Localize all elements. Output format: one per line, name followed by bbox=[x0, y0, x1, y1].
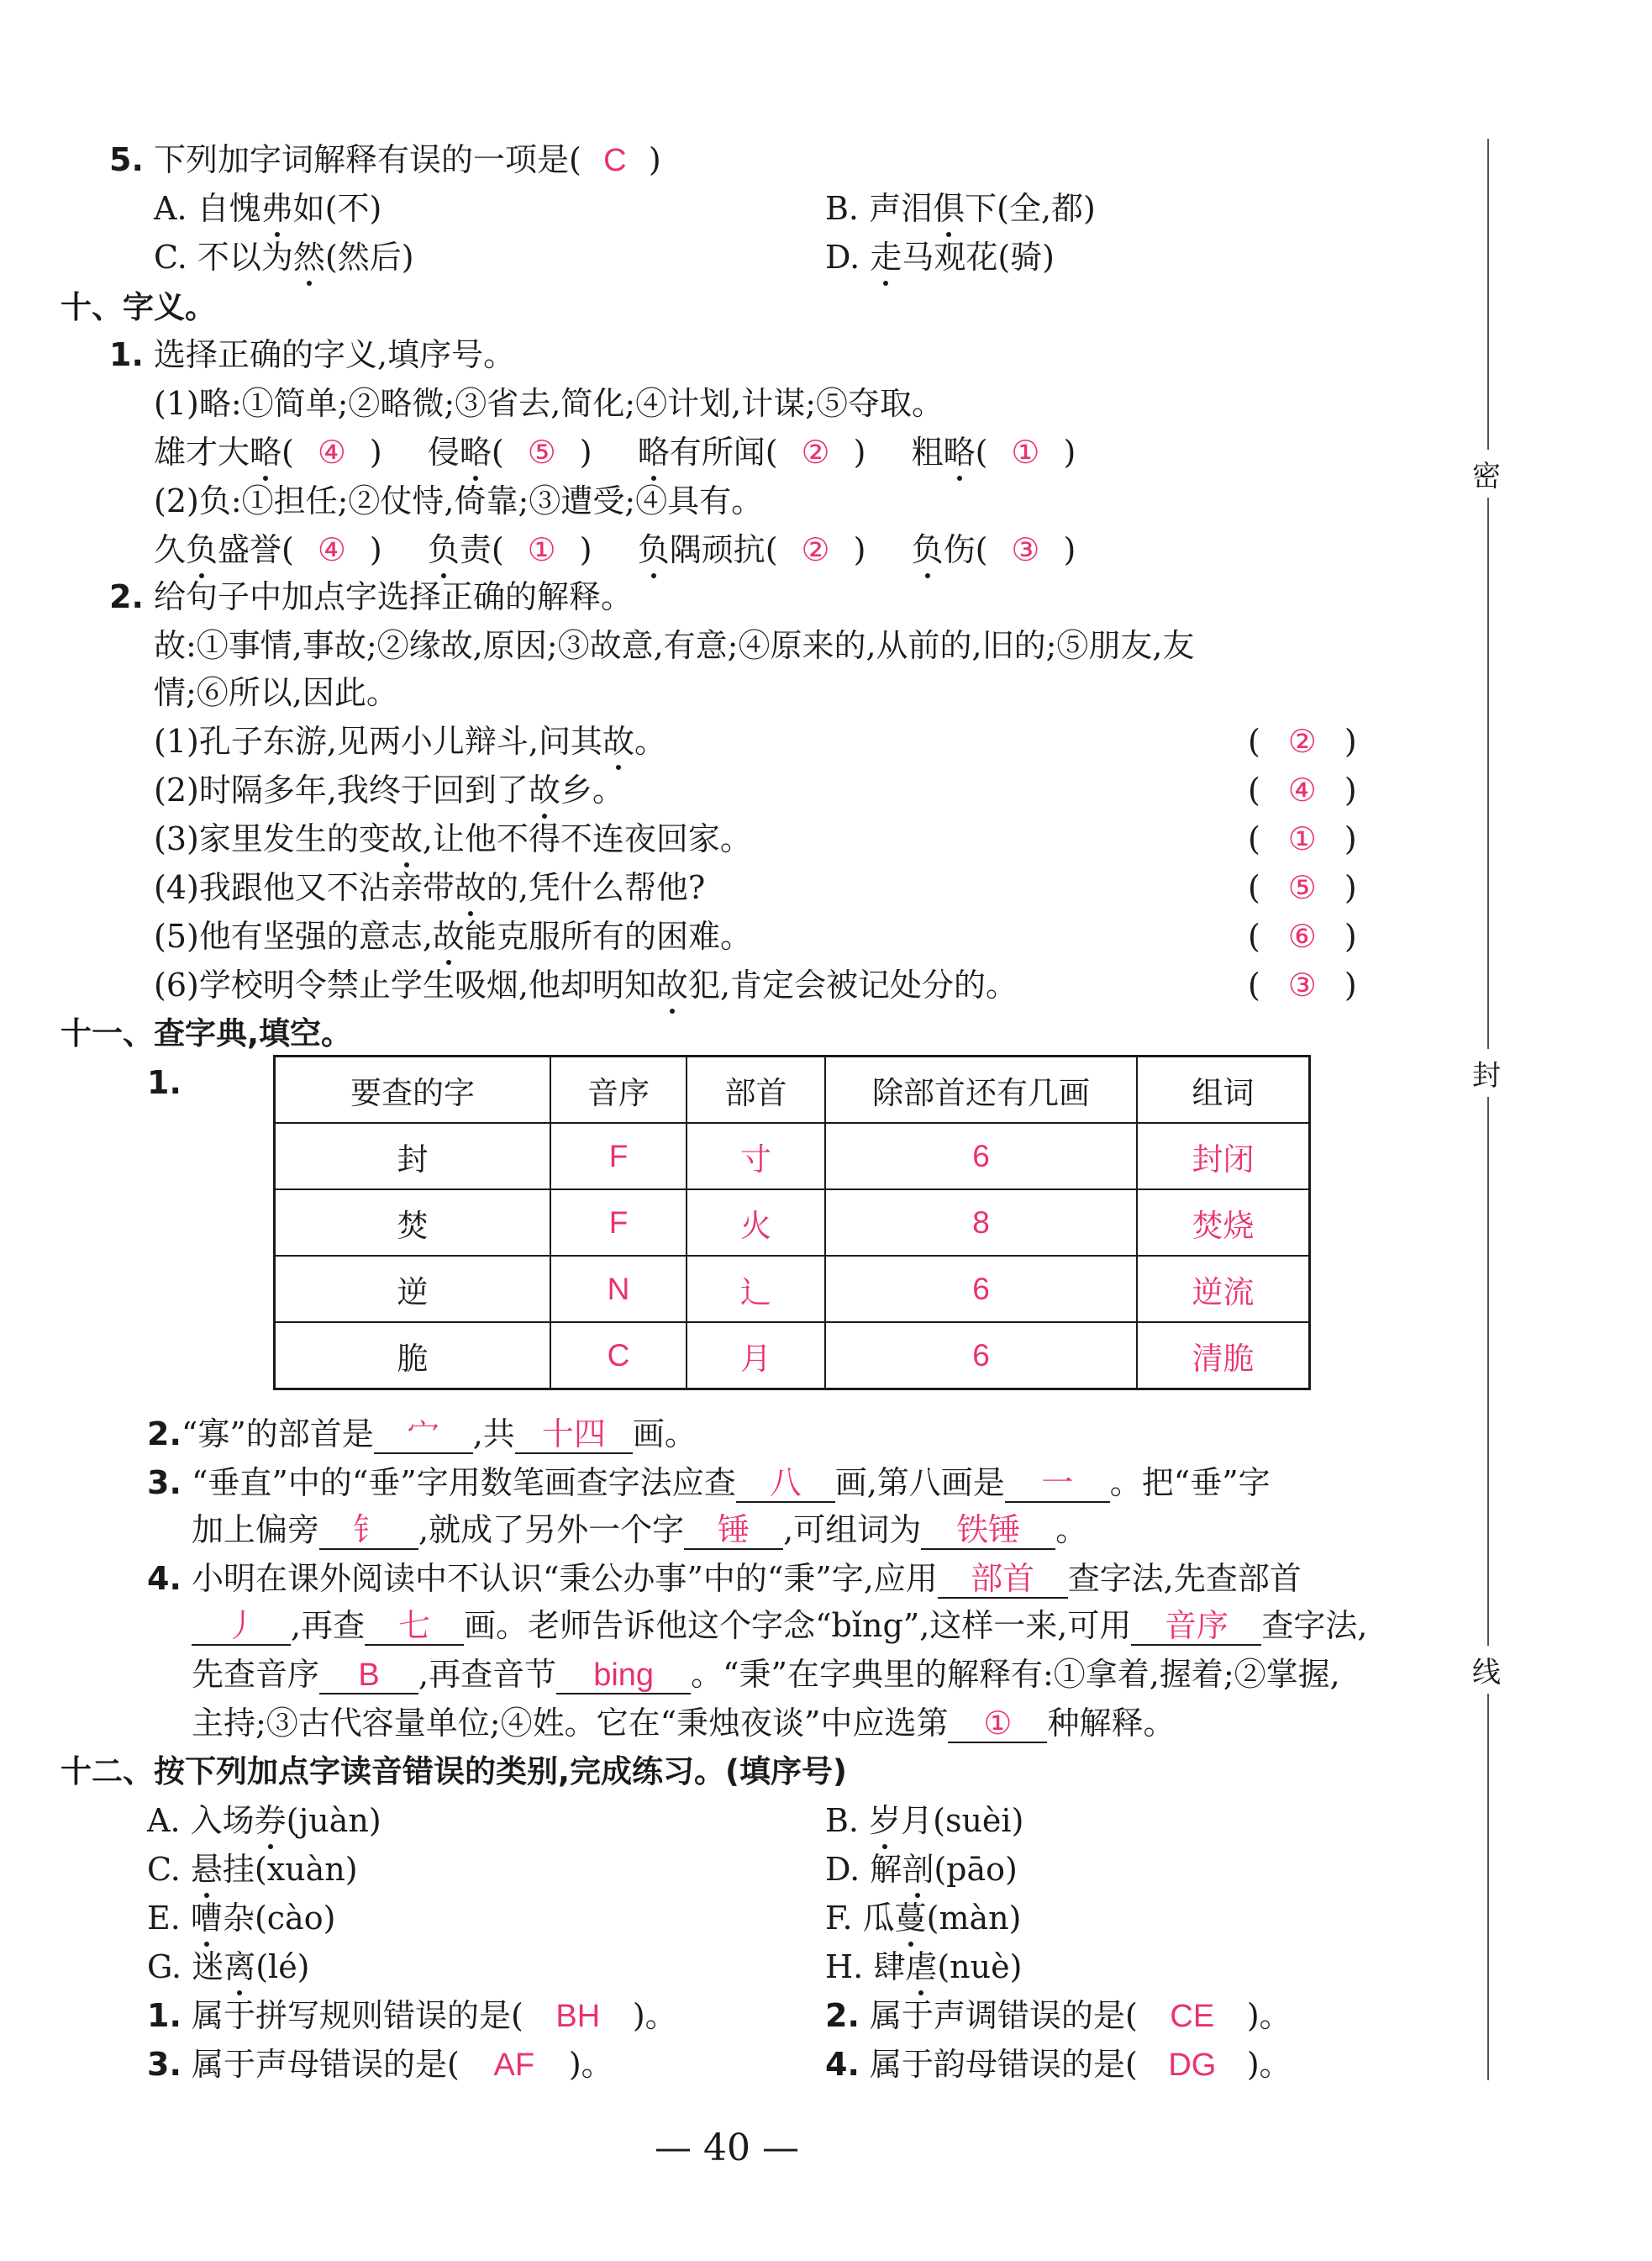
table-cell: 焚 bbox=[275, 1189, 551, 1256]
s10-q2-answer-1: ( ② ) bbox=[1248, 723, 1357, 760]
s10-q2-answer-6: ( ③ ) bbox=[1248, 967, 1357, 1004]
s10-q1-def1: (1)略:①简单;②略微;③省去,简化;④计划,计谋;⑤夺取。 bbox=[154, 385, 944, 422]
s12-option-g: G. 迷离(lé) bbox=[147, 1945, 310, 1989]
table-cell: 封闭 bbox=[1137, 1123, 1310, 1189]
table-header: 要查的字 bbox=[275, 1057, 551, 1124]
binding-xian: 线 bbox=[1472, 1646, 1501, 1694]
table-cell: 辶 bbox=[687, 1256, 825, 1322]
section-10-title: 十、字义。 bbox=[61, 289, 216, 325]
table-cell: 6 bbox=[825, 1322, 1137, 1389]
s11-q1-num: 1. bbox=[147, 1064, 182, 1101]
q5-stem-line: 5. 下列加字词解释有误的一项是( C ) bbox=[109, 138, 661, 182]
q5-option-d: D. 走马观花(骑) bbox=[825, 235, 1055, 279]
table-cell: 寸 bbox=[687, 1123, 825, 1189]
s12-q3: 3. 属于声母错误的是( AF )。 bbox=[147, 2046, 613, 2083]
s12-option-f: F. 瓜蔓(màn) bbox=[825, 1896, 1021, 1940]
q5-option-b: B. 声泪俱下(全,都) bbox=[825, 187, 1096, 230]
s12-q2: 2. 属于声调错误的是( CE )。 bbox=[825, 1997, 1292, 2034]
table-cell: 逆流 bbox=[1137, 1256, 1310, 1322]
table-header-row bbox=[275, 1057, 1310, 1124]
s10-q2-answer-5: ( ⑥ ) bbox=[1248, 918, 1357, 955]
s10-q2-item-5: (5)他有坚强的意志,故能克服所有的困难。 bbox=[154, 914, 752, 958]
s11-q4-line2: 丿 ,再查 七 画。老师告诉他这个字念“bǐng”,这样一来,可用 音序 查字法, bbox=[192, 1604, 1367, 1647]
s10-q2-item-4: (4)我跟他又不沾亲带故的,凭什么帮他? bbox=[154, 866, 705, 909]
s12-option-e: E. 嘈杂(cào) bbox=[147, 1896, 335, 1940]
s11-q4-line4: 主持;③古代容量单位;④姓。它在“秉烛夜谈”中应选第 ① 种解释。 bbox=[192, 1705, 1176, 1742]
table-header: 除部首还有几画 bbox=[825, 1057, 1137, 1124]
s12-q1: 1. 属于拼写规则错误的是( BH )。 bbox=[147, 1997, 677, 2034]
s12-option-h: H. 肆虐(nuè) bbox=[825, 1945, 1022, 1989]
section-11-title: 十一、查字典,填空。 bbox=[61, 1015, 353, 1051]
s11-q2: 2.“寡”的部首是 宀 ,共 十四 画。 bbox=[147, 1415, 697, 1452]
binding-line bbox=[1487, 139, 1489, 2080]
s11-q4-line3: 先查音序 B ,再查音节 bing 。“秉”在字典里的解释有:①拿着,握着;②掌握, bbox=[192, 1656, 1340, 1693]
s11-q3-line2: 加上偏旁 钅 ,就成了另外一个字 锤 ,可组词为 铁锤 。 bbox=[192, 1511, 1088, 1548]
table-cell: C bbox=[550, 1322, 687, 1389]
s10-q2-answer-3: ( ① ) bbox=[1248, 820, 1357, 857]
s12-option-b: B. 岁月(suèi) bbox=[825, 1799, 1023, 1842]
s10-q2-item-3: (3)家里发生的变故,让他不得不连夜回家。 bbox=[154, 817, 752, 861]
s11-q4-line1: 4. 小明在课外阅读中不认识“秉公办事”中的“秉”字,应用 部首 查字法,先查部首 bbox=[147, 1560, 1302, 1597]
s10-q2-answer-4: ( ⑤ ) bbox=[1248, 869, 1357, 906]
q5-answer: C bbox=[603, 143, 627, 178]
table-cell: F bbox=[550, 1189, 687, 1256]
table-row bbox=[275, 1123, 1310, 1189]
table-row bbox=[275, 1189, 1310, 1256]
s10-q2-answer-2: ( ④ ) bbox=[1248, 772, 1357, 809]
table-row bbox=[275, 1322, 1310, 1389]
s10-q1-items1: 雄才大略( ④ ) 侵略( ⑤ ) 略有所闻( ② ) 粗略( ① ) bbox=[154, 430, 1076, 474]
table-cell: 6 bbox=[825, 1123, 1137, 1189]
s10-q2-item-1: (1)孔子东游,见两小儿辩斗,问其故。 bbox=[154, 719, 666, 763]
table-cell: 逆 bbox=[275, 1256, 551, 1322]
table-row bbox=[275, 1256, 1310, 1322]
binding-mi: 密 bbox=[1472, 450, 1501, 498]
s10-q2-item-6: (6)学校明令禁止学生吸烟,他却明知故犯,肯定会被记处分的。 bbox=[154, 963, 1018, 1007]
table-cell: 封 bbox=[275, 1123, 551, 1189]
s12-q4: 4. 属于韵母错误的是( DG )。 bbox=[825, 2046, 1292, 2083]
binding-feng: 封 bbox=[1472, 1049, 1501, 1097]
dictionary-table bbox=[273, 1055, 1311, 1390]
s11-q3-line1: 3. “垂直”中的“垂”字用数笔画查字法应查 八 画,第八画是 一 。把“垂”字 bbox=[147, 1464, 1271, 1501]
s10-q2-def1: 故:①事情,事故;②缘故,原因;③故意,有意;④原来的,从前的,旧的;⑤朋友,友 bbox=[154, 627, 1195, 664]
table-cell: 6 bbox=[825, 1256, 1137, 1322]
table-header: 音序 bbox=[550, 1057, 687, 1124]
q5-option-c: C. 不以为然(然后) bbox=[154, 235, 414, 279]
s10-q2-def2: 情;⑥所以,因此。 bbox=[154, 674, 398, 711]
page-number: — 40 — bbox=[655, 2127, 799, 2169]
table-cell: 月 bbox=[687, 1322, 825, 1389]
s10-q1-def2: (2)负:①担任;②仗恃,倚靠;③遭受;④具有。 bbox=[154, 482, 764, 519]
table-header: 组词 bbox=[1137, 1057, 1310, 1124]
s10-q2-stem: 2. 给句子中加点字选择正确的解释。 bbox=[109, 578, 633, 615]
s10-q1-stem: 1. 选择正确的字义,填序号。 bbox=[109, 336, 516, 373]
s10-q1-items2: 久负盛誉( ④ ) 负责( ① ) 负隅顽抗( ② ) 负伤( ③ ) bbox=[154, 528, 1076, 572]
table-cell: 8 bbox=[825, 1189, 1137, 1256]
s12-option-d: D. 解剖(pāo) bbox=[825, 1847, 1018, 1891]
table-cell: 清脆 bbox=[1137, 1322, 1310, 1389]
table-cell: N bbox=[550, 1256, 687, 1322]
q5-option-a: A. 自愧弗如(不) bbox=[154, 187, 381, 230]
section-12-title: 十二、按下列加点字读音错误的类别,完成练习。(填序号) bbox=[61, 1753, 847, 1789]
table-cell: 火 bbox=[687, 1189, 825, 1256]
s10-q2-item-2: (2)时隔多年,我终于回到了故乡。 bbox=[154, 768, 624, 812]
s12-option-a: A. 入场券(juàn) bbox=[147, 1799, 381, 1842]
table-cell: 脆 bbox=[275, 1322, 551, 1389]
s12-option-c: C. 悬挂(xuàn) bbox=[147, 1847, 358, 1891]
table-header: 部首 bbox=[687, 1057, 825, 1124]
table-cell: 焚烧 bbox=[1137, 1189, 1310, 1256]
table-cell: F bbox=[550, 1123, 687, 1189]
